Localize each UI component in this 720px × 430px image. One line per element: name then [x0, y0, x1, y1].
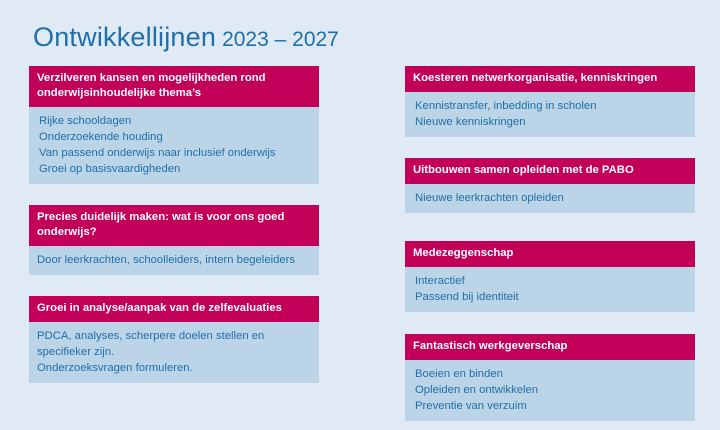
block-heading: Medezeggenschap — [405, 241, 695, 267]
list-item: Nieuwe leerkrachten opleiden — [415, 192, 564, 204]
list-item: Opleiden en ontwikkelen — [415, 384, 539, 396]
list-item: Van passend onderwijs naar inclusief onderwijs — [39, 147, 276, 159]
block-koesteren-netwerkorganisatie — [405, 66, 695, 137]
block-heading: Precies duidelijk maken: wat is voor ons goed onderwijs? — [29, 205, 319, 246]
list-item: Boeien en binden — [415, 368, 503, 380]
page-title-years: 2023 – 2027 — [222, 28, 339, 51]
block-medezeggenschap — [405, 241, 695, 312]
page-title — [33, 22, 339, 53]
block-heading: Fantastisch werkgeverschap — [405, 334, 695, 360]
block-body — [29, 246, 319, 275]
list-item: Preventie van verzuim — [415, 400, 527, 412]
block-heading: Verzilveren kansen en mogelijkheden rond onderwijsinhoudelijke thema’s — [29, 66, 319, 107]
list-item: Door leerkrachten, schoolleiders, intern begeleiders — [37, 254, 296, 266]
page-title-main: Ontwikkellijnen — [33, 22, 217, 52]
block-body — [405, 92, 695, 137]
left-column — [29, 66, 319, 392]
block-verzilveren-kansen — [29, 66, 319, 184]
list-item: Kennistransfer, inbedding in scholen — [415, 100, 597, 112]
block-precies-duidelijk-maken — [29, 205, 319, 275]
block-fantastisch-werkgeverschap — [405, 334, 695, 421]
list-item: Nieuwe kenniskringen — [415, 116, 526, 128]
right-column — [405, 66, 695, 430]
list-item: Passend bij identiteit — [415, 291, 519, 303]
block-body — [29, 107, 319, 184]
list-item: Rijke schooldagen — [39, 115, 132, 127]
block-groei-in-analyse — [29, 296, 319, 383]
list-item: Onderzoeksvragen formuleren. — [37, 362, 193, 374]
block-body — [405, 360, 695, 421]
block-heading: Groei in analyse/aanpak van de zelfevaluaties — [29, 296, 319, 322]
block-body — [29, 322, 319, 383]
block-uitbouwen-samen-opleiden — [405, 158, 695, 213]
list-item: Groei op basisvaardigheden — [39, 163, 181, 175]
list-item: PDCA, analyses, scherpere doelen stellen en specifieker zijn. — [37, 330, 268, 358]
block-heading: Uitbouwen samen opleiden met de PABO — [405, 158, 695, 184]
block-body — [405, 267, 695, 312]
list-item: Onderzoekende houding — [39, 131, 163, 143]
list-item: Interactief — [415, 275, 465, 287]
block-body — [405, 184, 695, 213]
block-heading: Koesteren netwerkorganisatie, kenniskringen — [405, 66, 695, 92]
